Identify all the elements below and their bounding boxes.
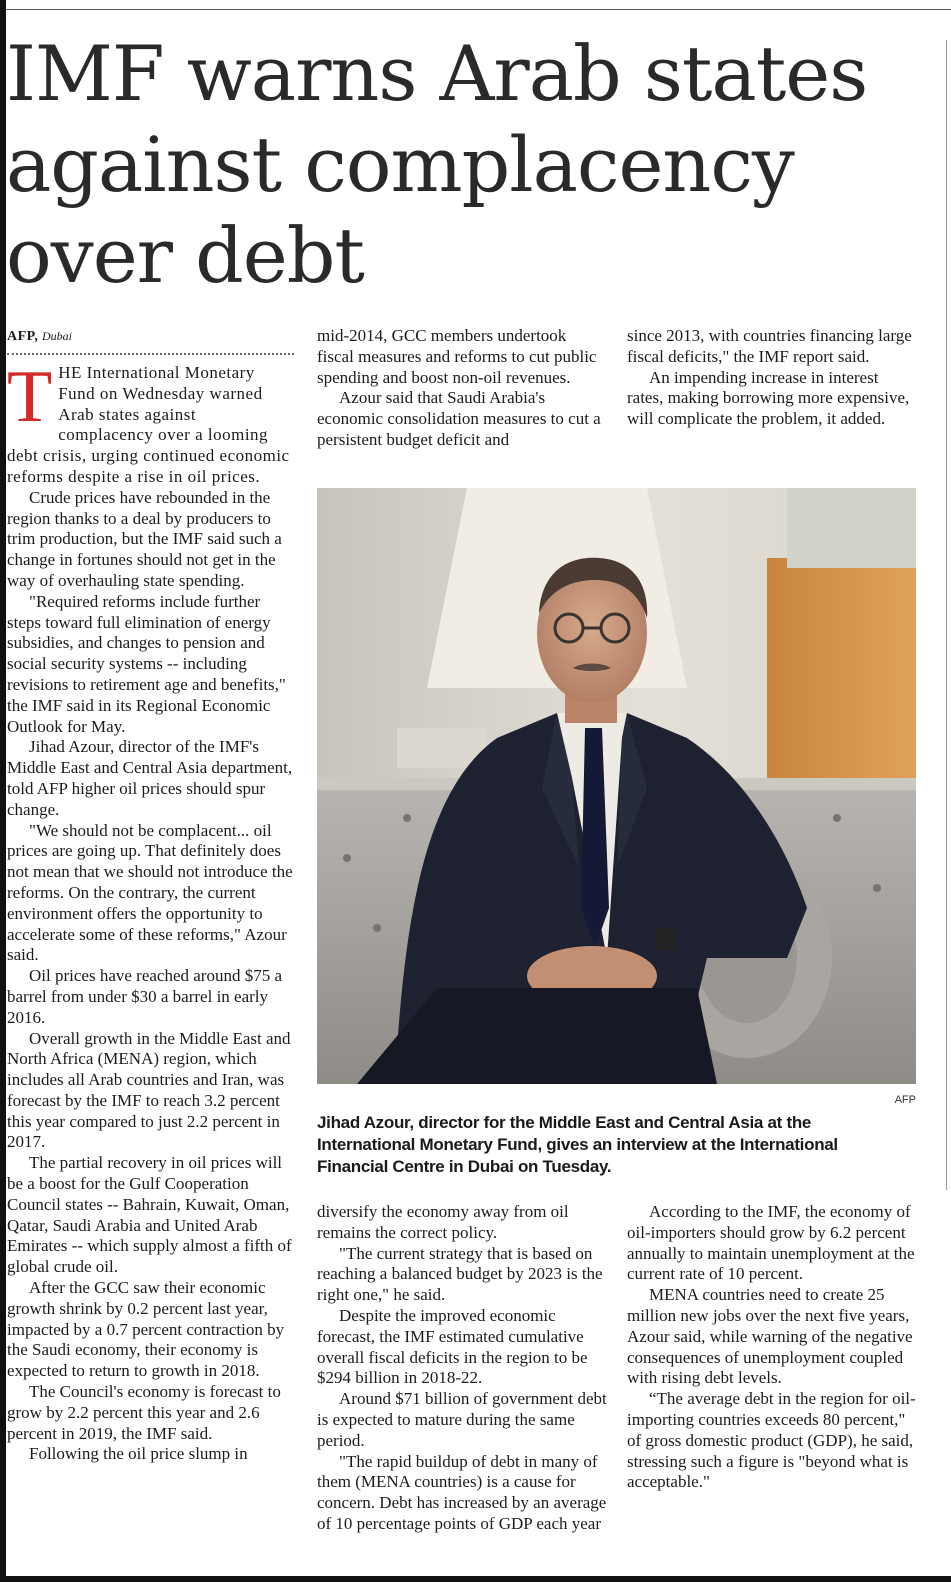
paragraph: Crude prices have rebounded in the region thanks to a deal by producers to trim production, but the IMF said such a change in fortunes should not get in the way of overhauling state spending. [7,487,282,590]
drop-cap: T [7,356,53,438]
lead-text: HE International Monetary Fund on Wednesday warned Arab states against complacency over a looming debt crisis, urging continued economic reforms despite a rise in oil prices. [7,363,290,486]
paragraph: Azour said that Saudi Arabia's economic consolidation measures to cut a persistent budget deficit and [317,388,601,449]
photo-credit: AFP [894,1094,916,1106]
paragraph: According to the IMF, the economy of oil-importers should grow by 6.2 percent annually to maintain unemployment at the current rate of 10 percent. [627,1202,915,1284]
paragraph: The Council's economy is forecast to grow by 2.2 percent this year and 2.6 percent in 2019, the IMF said. [7,1382,281,1443]
paragraph: Jihad Azour, director of the IMF's Middle East and Central Asia department, told AFP higher oil prices should spur change. [7,737,293,819]
column-2-bottom [317,1202,607,1535]
paragraph: After the GCC saw their economic growth shrink by 0.2 percent last year, impacted by a 0.7 percent contraction by the Saudi economy, their economy is expected to return to growth in 2018. [7,1278,285,1381]
paragraph: The partial recovery in oil prices will be a boost for the Gulf Cooperation Council states -- Bahrain, Kuwait, Oman, Qatar, Saudi Arabia and United Arab Emirates -- which supply almost a fifth of global crude oil. [7,1153,292,1277]
paragraph: "The rapid buildup of debt in many of them (MENA countries) is a cause for concern. Debt has increased by an average of 10 percentage points of GDP each year [317,1451,607,1533]
paragraph: since 2013, with countries financing large fiscal deficits," the IMF report said. [627,326,912,366]
paragraph: Oil prices have reached around $75 a barrel from under $30 a barrel in early 2016. [7,966,282,1027]
paragraph: "The current strategy that is based on reaching a balanced budget by 2023 is the right one," he said. [317,1243,603,1305]
paragraph: MENA countries need to create 25 million new jobs over the next five years, Azour said, while warning of the negative consequences of unemployment coupled with rising debt levels. [627,1285,913,1388]
paragraph: Despite the improved economic forecast, the IMF estimated cumulative overall fiscal deficits in the region to be $294 billion in 2018-22. [317,1305,588,1388]
byline-place: Dubai [41,329,72,343]
column-2-top [317,326,607,451]
dotted-divider [7,353,294,355]
paragraph: mid-2014, GCC members undertook fiscal measures and reforms to cut public spending and boost non-oil revenues. [317,326,597,387]
column-1 [7,326,294,1465]
paragraph: An impending increase in interest rates, making borrowing more expensive, will complicate the problem, it added. [627,367,910,429]
top-rule [6,9,951,10]
column-3-bottom [627,1202,919,1493]
lead-paragraph [7,356,294,488]
photo-caption: Jihad Azour, director for the Middle East and Central Asia at the International Monetary Fund, gives an interview at the International Financial Centre in Dubai on Tuesday. [317,1113,838,1176]
headline: IMF warns Arab states against complacency over debt [6,29,868,300]
paragraph: Around $71 billion of government debt is expected to mature during the same period. [317,1389,607,1450]
article-photo [317,488,916,1084]
paragraph: "Required reforms include further steps toward full elimination of energy subsidies, and changes to pension and social security systems -- including revisions to retirement age and benefits," the IMF said in its Regional Economic Outlook for May. [7,591,286,736]
paragraph: Following the oil price slump in [29,1444,248,1464]
paragraph: Overall growth in the Middle East and North Africa (MENA) region, which includes all Arab countries and Iran, was forecast by the IMF to reach 3.2 percent this year compared to just 2.2 percent in 2017. [7,1028,291,1152]
column-rule [946,40,947,1190]
paragraph: “The average debt in the region for oil-importing countries exceeds 80 percent," of gross domestic product (GDP), he said, stressing such a figure is "beyond what is acceptable." [627,1389,916,1492]
byline [7,326,294,347]
paragraph: diversify the economy away from oil remains the correct policy. [317,1202,569,1242]
byline-org: AFP, [7,329,39,344]
column-3-top [627,326,919,430]
paragraph: "We should not be complacent... oil prices are going up. That definitely does not mean that we should not introduce the reforms. On the contrary, the current environment offers the opportunity to accelerate some of these reforms," Azour said. [7,820,293,965]
